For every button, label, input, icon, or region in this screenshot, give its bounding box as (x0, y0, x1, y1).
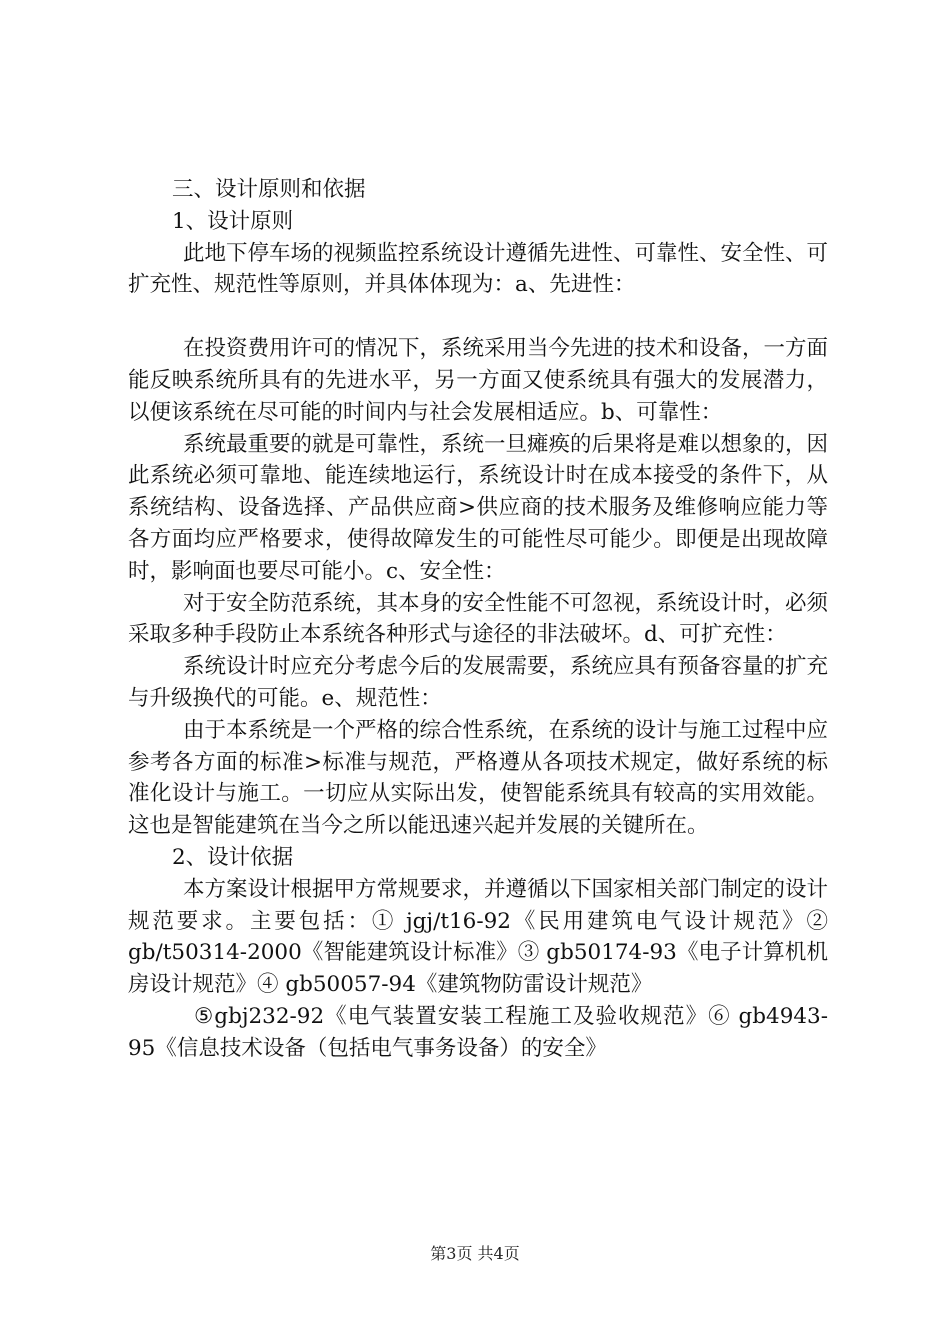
paragraph-basis: 本方案设计根据甲方常规要求，并遵循以下国家相关部门制定的设计规范要求。主要包括：① jgj/t16-92《民用建筑电气设计规范》② gb/t50314-2000《智能建筑设计标准》③ gb50174-93《电子计算机机房设计规范》④ gb50057-94《建筑物防雷设计规范》 (128, 876, 829, 998)
blank-line (128, 301, 828, 333)
paragraph-intro: 此地下停车场的视频监控系统设计遵循先进性、可靠性、安全性、可扩充性、规范性等原则，并具体体现为：a、先进性： (128, 240, 829, 298)
paragraph-reliable: 系统最重要的就是可靠性，系统一旦瘫痪的后果将是难以想象的，因此系统必须可靠地、能连续地运行，系统设计时在成本接受的条件下，从系统结构、设备选择、产品供应商>供应商的技术服务及维修响应能力等各方面均应严格要求，使得故障发生的可能性尽可能少。即便是出现故障时，影响面也要尽可能小。c、安全性： (128, 431, 829, 584)
document-body (128, 174, 828, 1065)
paragraph-advanced: 在投资费用许可的情况下，系统采用当今先进的技术和设备，一方面能反映系统所具有的先进水平，另一方面又使系统具有强大的发展潜力，以便该系统在尽可能的时间内与社会发展相适应。b、可靠性： (128, 336, 829, 425)
subheading-principles: 1、设计原则 (172, 208, 294, 234)
subheading-basis: 2、设计依据 (172, 844, 294, 870)
paragraph-expandable: 系统设计时应充分考虑今后的发展需要，系统应具有预备容量的扩充与升级换代的可能。e、规范性： (128, 654, 829, 711)
paragraph-standard: 由于本系统是一个严格的综合性系统，在系统的设计与施工过程中应参考各方面的标准>标准与规范，严格遵从各项技术规定，做好系统的标准化设计与施工。一切应从实际出发，使智能系统具有较高的实用效能。这也是智能建筑在当今之所以能迅速兴起并发展的关键所在。 (128, 717, 829, 839)
section-heading: 三、设计原则和依据 (172, 177, 366, 202)
page-footer: 第3页 共4页 (430, 1244, 520, 1263)
paragraph-security: 对于安全防范系统，其本身的安全性能不可忽视，系统设计时，必须采取多种手段防止本系统各种形式与途径的非法破坏。d、可扩充性： (128, 590, 829, 648)
paragraph-basis-continued: ⑤gbj232-92《电气装置安装工程施工及验收规范》⑥ gb4943-95《信息技术设备（包括电气事务设备）的安全》 (128, 1003, 828, 1061)
